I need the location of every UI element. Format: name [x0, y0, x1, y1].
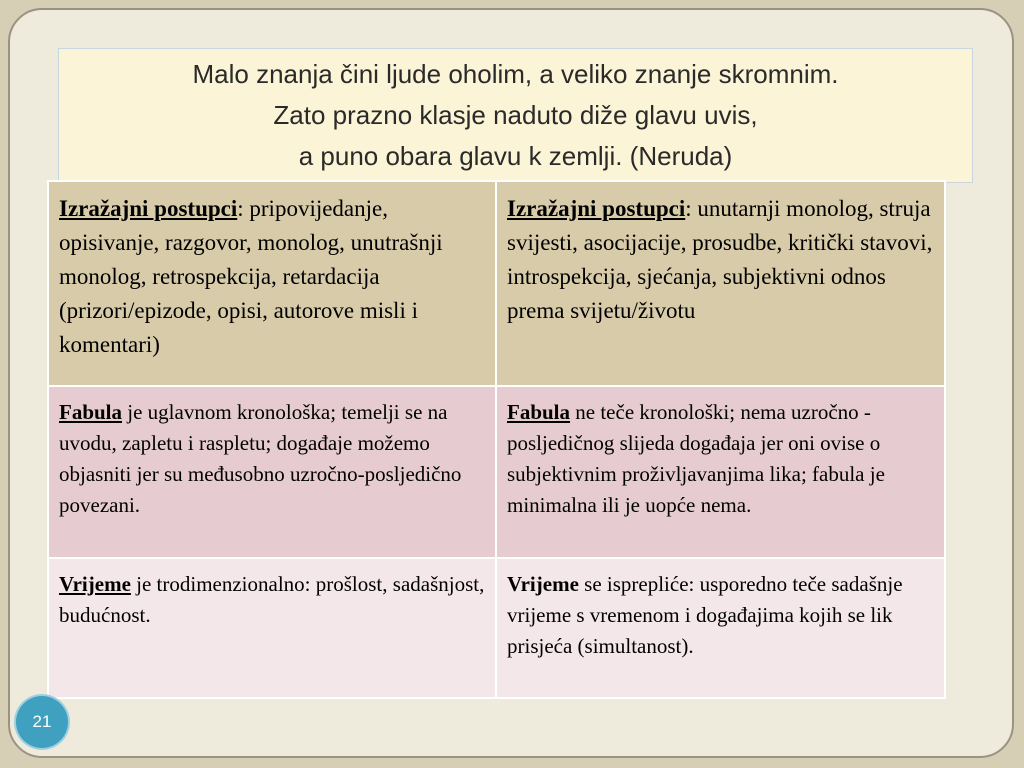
term-label: Vrijeme [59, 572, 131, 596]
quote-line-2: Zato prazno klasje naduto diže glavu uvis, [273, 100, 758, 130]
slide-number: 21 [32, 712, 52, 731]
term-label: Fabula [59, 400, 123, 424]
quote-line-1: Malo znanja čini ljude oholim, a veliko znanje skromnim. [192, 59, 839, 89]
term-separator: : [237, 196, 244, 221]
table-cell [496, 181, 945, 386]
cell-text: pripovijedanje, opisivanje, razgovor, monolog, unutrašnji monolog, retrospekcija, retardacija (prizori/epizode, opisi, autorove misli i komentari) [59, 196, 443, 357]
table-cell [496, 386, 945, 558]
quote-line-3: a puno obara glavu k zemlji. (Neruda) [298, 141, 733, 171]
table-cell [496, 558, 945, 698]
term-separator: : [685, 196, 692, 221]
table-cell [48, 558, 496, 698]
slide-number-badge [16, 696, 68, 748]
cell-text: je uglavnom kronološka; temelji se na uvodu, zapletu i raspletu; događaje možemo objasniti jer su međusobno uzročno-posljedično povezani. [59, 400, 462, 517]
term-label: Izražajni postupci [507, 196, 686, 221]
table-row [48, 181, 945, 386]
table-cell [48, 386, 496, 558]
cell-text: je trodimenzionalno: prošlost, sadašnjost, budućnost. [59, 572, 485, 627]
comparison-table [47, 180, 946, 699]
cell-text: ne teče kronološki; nema uzročno - posljedičnog slijeda događaja jer oni ovise o subjektivnim proživljavanjima lika; fabula je minimalna ili je uopće nema. [507, 400, 885, 517]
term-label: Fabula [507, 400, 571, 424]
term-label: Vrijeme [507, 572, 579, 596]
table-row [48, 558, 945, 698]
term-label: Izražajni postupci [59, 196, 238, 221]
table-cell [48, 181, 496, 386]
quote-box [58, 48, 973, 183]
cell-text: se isprepliće: usporedno teče sadašnje vrijeme s vremenom i događajima kojih se lik prisjeća (simultanost). [507, 572, 903, 658]
cell-text: unutarnji monolog, struja svijesti, asocijacije, prosudbe, kritički stavovi, introspekcija, sjećanja, subjektivni odnos prema svijetu/životu [507, 196, 933, 323]
table-row [48, 386, 945, 558]
